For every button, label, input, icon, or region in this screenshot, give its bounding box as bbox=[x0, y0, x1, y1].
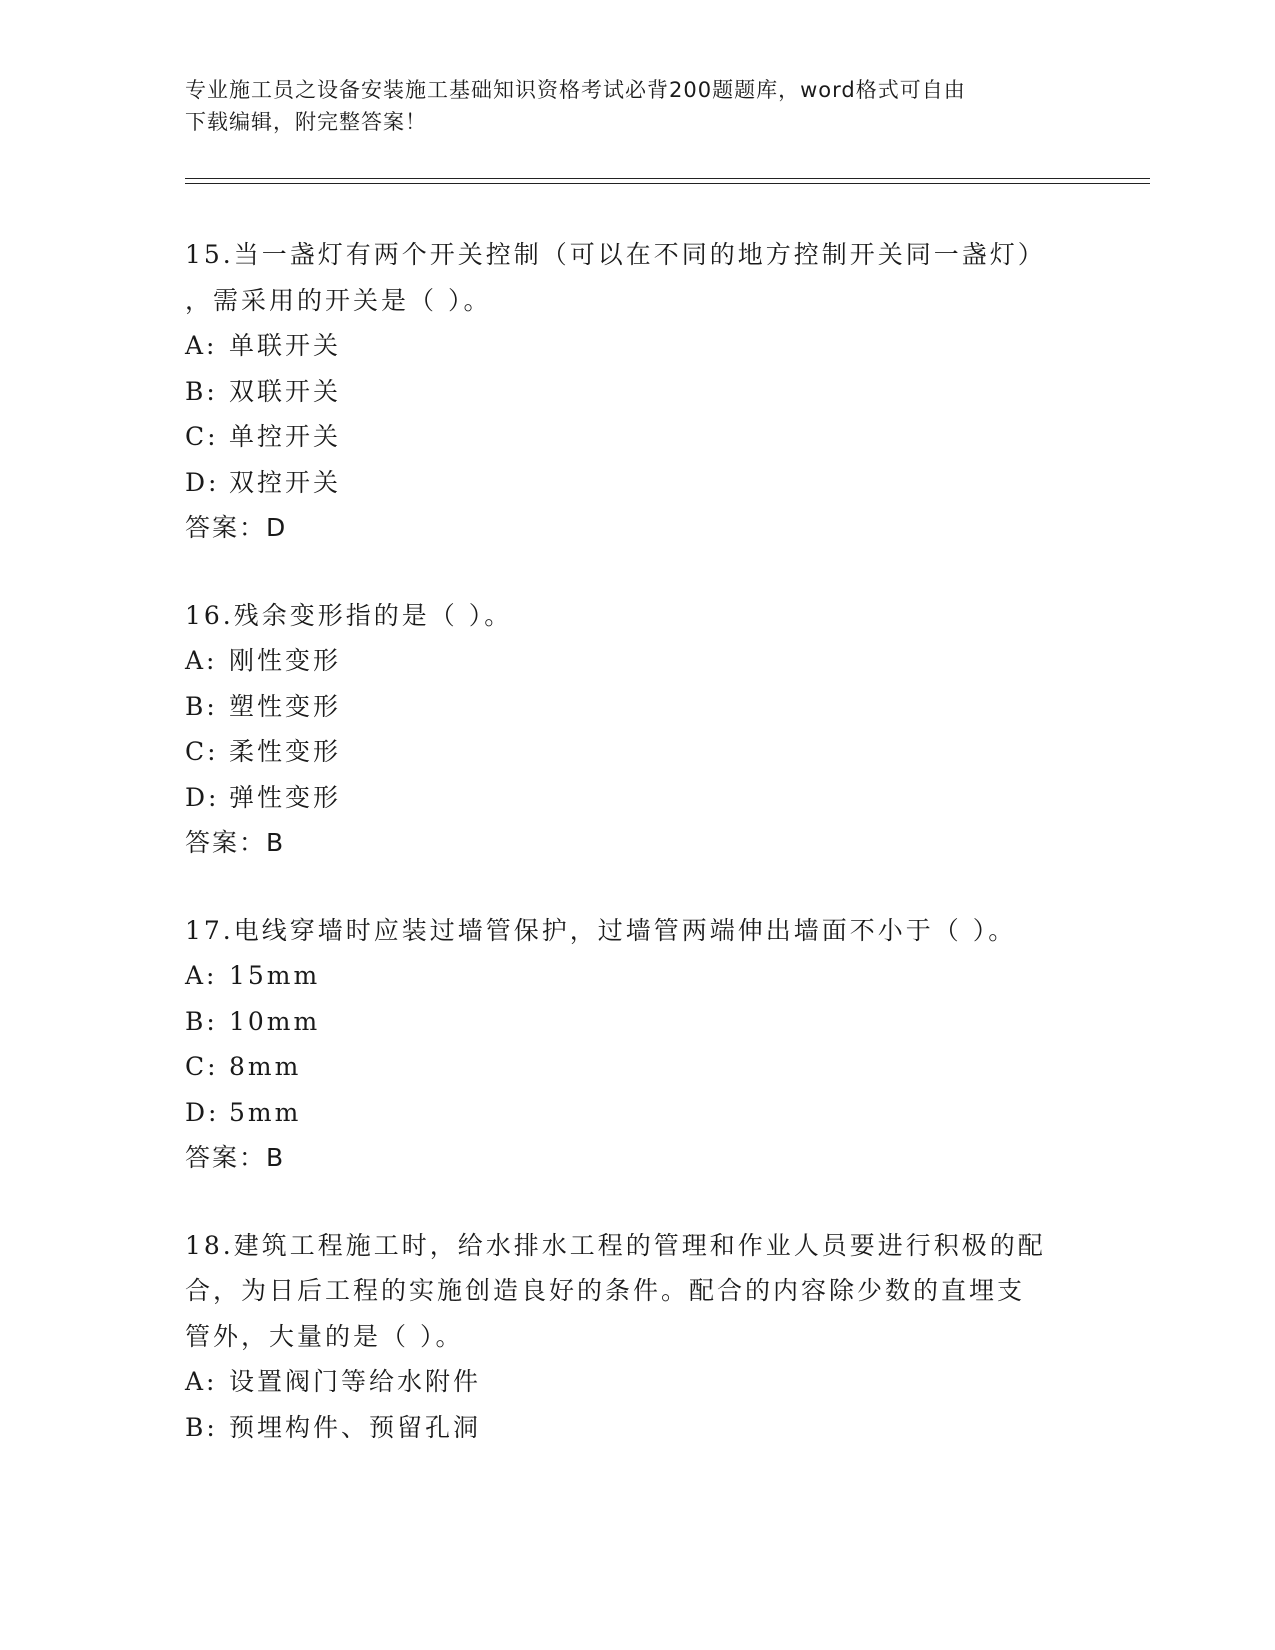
answer-line: 答案：D bbox=[185, 513, 288, 542]
option-letter: B: bbox=[185, 1412, 218, 1442]
option-b bbox=[185, 369, 1085, 415]
option-b bbox=[185, 1405, 1085, 1451]
answer-line: 答案：B bbox=[185, 828, 286, 857]
option-letter: A: bbox=[185, 961, 218, 990]
option-text: 弹性变形 bbox=[229, 782, 342, 812]
option-letter: A: bbox=[185, 331, 218, 360]
option-b bbox=[185, 999, 1085, 1045]
option-text: 塑性变形 bbox=[229, 691, 342, 721]
option-letter: C: bbox=[185, 737, 219, 766]
option-c bbox=[185, 1044, 1085, 1090]
option-b bbox=[185, 684, 1085, 730]
question-15 bbox=[185, 232, 1085, 551]
question-16 bbox=[185, 593, 1085, 866]
question-18 bbox=[185, 1223, 1085, 1451]
option-letter: D: bbox=[185, 467, 220, 497]
header-divider-top bbox=[185, 178, 1150, 179]
option-letter: C: bbox=[185, 1052, 219, 1081]
option-a bbox=[185, 1359, 1085, 1405]
option-d bbox=[185, 775, 1085, 821]
header-line-2: 下载编辑，附完整答案！ bbox=[185, 110, 427, 134]
option-text: 10mm bbox=[229, 1006, 321, 1036]
question-list bbox=[185, 232, 1085, 1492]
header-line-1: 专业施工员之设备安装施工基础知识资格考试必背200题题库，word格式可自由 bbox=[185, 78, 966, 102]
option-text: 8mm bbox=[229, 1052, 302, 1081]
question-stem-line: 18.建筑工程施工时，给水排水工程的管理和作业人员要进行积极的配 bbox=[185, 1230, 1046, 1260]
option-letter: A: bbox=[185, 646, 218, 675]
option-a bbox=[185, 953, 1085, 999]
question-stem-line: 合，为日后工程的实施创造良好的条件。配合的内容除少数的直埋支 bbox=[185, 1276, 1026, 1305]
option-c bbox=[185, 729, 1085, 775]
option-text: 5mm bbox=[229, 1097, 302, 1127]
question-stem-line: 17.电线穿墙时应装过墙管保护，过墙管两端伸出墙面不小于（ ）。 bbox=[185, 915, 1017, 945]
question-stem-line: 管外，大量的是（ ）。 bbox=[185, 1321, 464, 1351]
option-text: 单联开关 bbox=[229, 331, 342, 360]
document-header bbox=[185, 74, 1085, 138]
option-letter: B: bbox=[185, 691, 218, 721]
option-letter: B: bbox=[185, 1006, 218, 1036]
option-d bbox=[185, 460, 1085, 506]
question-stem-line: 16.残余变形指的是（ ）。 bbox=[185, 600, 513, 630]
option-text: 预埋构件、预留孔洞 bbox=[229, 1412, 482, 1442]
header-divider-bottom bbox=[185, 183, 1150, 184]
question-stem-line: ，需采用的开关是（ ）。 bbox=[185, 285, 492, 315]
question-stem-line: 15.当一盏灯有两个开关控制（可以在不同的地方控制开关同一盏灯） bbox=[185, 240, 1046, 269]
question-17 bbox=[185, 908, 1085, 1181]
option-letter: D: bbox=[185, 1097, 220, 1127]
option-text: 设置阀门等给水附件 bbox=[229, 1367, 482, 1396]
option-text: 刚性变形 bbox=[229, 646, 342, 675]
option-a bbox=[185, 323, 1085, 369]
answer-line: 答案：B bbox=[185, 1143, 286, 1172]
option-text: 单控开关 bbox=[229, 422, 342, 451]
option-text: 双控开关 bbox=[229, 467, 342, 497]
option-letter: B: bbox=[185, 376, 218, 406]
option-text: 双联开关 bbox=[229, 376, 342, 406]
option-d bbox=[185, 1090, 1085, 1136]
option-text: 柔性变形 bbox=[229, 737, 342, 766]
option-text: 15mm bbox=[229, 961, 321, 990]
option-a bbox=[185, 638, 1085, 684]
option-c bbox=[185, 414, 1085, 460]
option-letter: C: bbox=[185, 422, 219, 451]
option-letter: A: bbox=[185, 1367, 218, 1396]
option-letter: D: bbox=[185, 782, 220, 812]
